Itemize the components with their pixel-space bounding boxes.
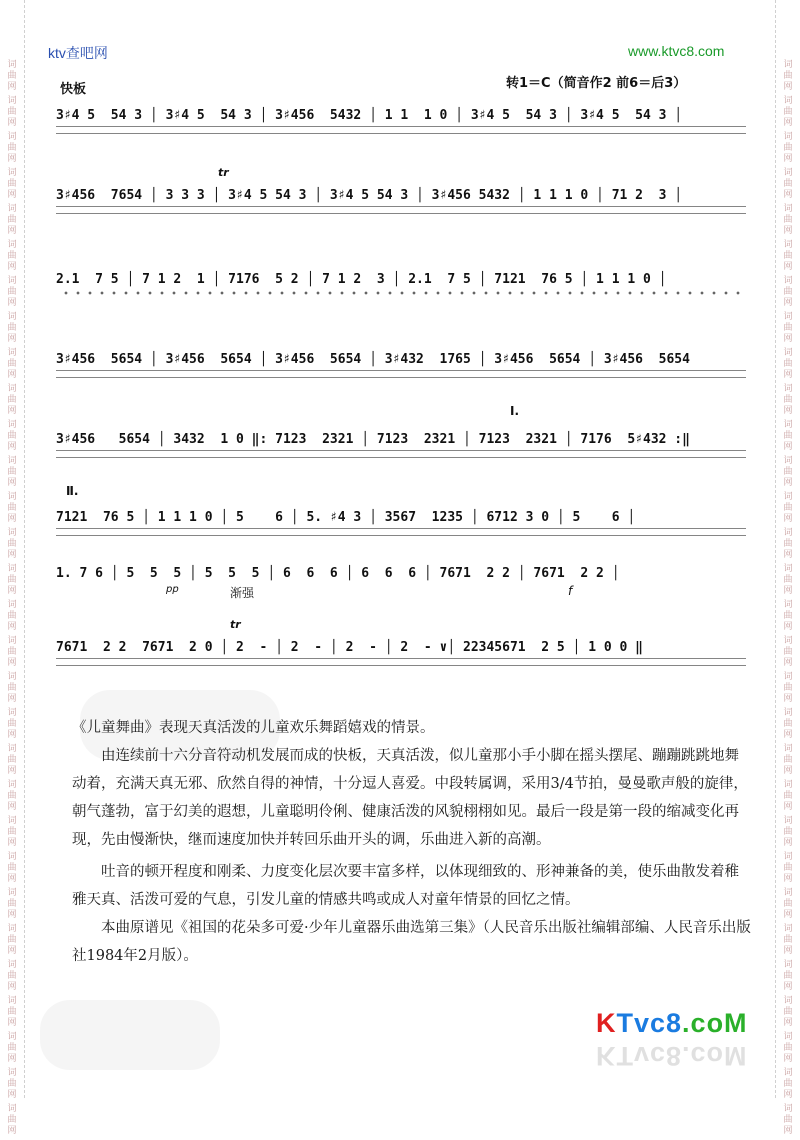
- commentary-paragraph-2: 由连续前十六分音符动机发展而成的快板，天真活泼，似儿童那小手小脚在摇头摆尾、蹦蹦跳跳地舞动着，充满天真无邪、欣然自得的神情，十分逗人喜爱。中段转属调，采用3/4节拍，曼曼歌声般的旋律，朝气蓬勃，富于幻美的遐想，儿童聪明伶俐、健康活泼的风貌栩栩如见。最后一段是第一段的缩减变化再现，先由慢渐快，继而速度加快并转回乐曲开头的调，乐曲进入新的高潮。: [72, 748, 748, 848]
- dynamic-pp: pp: [166, 584, 179, 595]
- score-line-7: 1. 7 6 │ 5 5 5 │ 5 5 5 │ 6 6 6 │ 6 6 6 │ 7671 2 2 │ 7671 2 2 │: [56, 566, 620, 581]
- commentary-paragraph-1: 《儿童舞曲》表现天真活泼的儿童欢乐舞蹈嬉戏的情景。: [72, 720, 435, 736]
- volta-2: Ⅱ.: [66, 484, 79, 498]
- logo-tvc8: Tvc8: [616, 1008, 683, 1038]
- commentary-text: [72, 714, 752, 970]
- logo-com: .coM: [682, 1008, 748, 1038]
- commentary-paragraph-4: 本曲原谱见《祖国的花朵多可爱·少年儿童器乐曲选第三集》（人民音乐出版社编辑部编、人民音乐出版社1984年2月版）。: [72, 920, 751, 964]
- score-line-3: 2.1 7 5 │ 7 1 2 1 │ 7176 5 2 │ 7 1 2 3 │ 2.1 7 5 │ 7121 76 5 │ 1 1 1 0 │: [56, 272, 667, 287]
- score-line-6: 7121 76 5 │ 1 1 1 0 │ 5 6 │ 5. ♯4 3 │ 3567 1235 │ 6712 3 0 │ 5 6 │: [56, 510, 636, 525]
- right-margin-watermark: [775, 0, 800, 1136]
- site-logo[interactable]: [596, 1008, 748, 1039]
- tempo-marking: 快板: [60, 82, 87, 97]
- dynamic-f: f: [568, 584, 573, 598]
- site-name-left[interactable]: ktv查吧网: [48, 45, 108, 61]
- side-mark-left: 词 曲 网 词 曲 网 词 曲 网 词 曲 网 词 曲 网 词 曲 网 词 曲 网 词 曲 网 词 曲 网 词 曲 网 词 曲 网 词 曲 网 词 曲 网 词 曲 网 词 曲 网 词 曲 网 词 曲 网 词 曲 网 词 曲 网 词 曲 网 词 曲 网 词 曲 网 词 曲 网 词 曲 网 词 曲 网 词 曲 网 词 曲 网 词 曲 网 词 曲 网 词 曲 网: [7, 60, 17, 1136]
- left-margin-watermark: [0, 0, 25, 1136]
- crescendo-text: 渐强: [230, 586, 255, 600]
- score-line-1: 3♯4 5 54 3 │ 3♯4 5 54 3 │ 3♯456 5432 │ 1 1 1 0 │ 3♯4 5 54 3 │ 3♯4 5 54 3 │: [56, 108, 683, 123]
- score-line-4: 3♯456 5654 │ 3♯456 5654 │ 3♯456 5654 │ 3♯432 1765 │ 3♯456 5654 │ 3♯456 5654: [56, 352, 690, 367]
- score-line-8: 7671 2 2 7671 2 0 │ 2 - │ 2 - │ 2 - │ 2 - ∨│ 22345671 2 5 │ 1 0 0 ‖: [56, 640, 643, 655]
- score-line-2: 3♯456 7654 │ 3 3 3 │ 3♯4 5 54 3 │ 3♯4 5 54 3 │ 3♯456 5432 │ 1 1 1 0 │ 71 2 3 │: [56, 188, 683, 203]
- logo-k: K: [596, 1008, 617, 1038]
- commentary-paragraph-3: 吐音的顿开程度和刚柔、力度变化层次要丰富多样，以体现细致的、形神兼备的美，使乐曲散发着稚雅天真、活泼可爱的气息，引发儿童的情感共鸣或成人对童年情景的回忆之情。: [72, 864, 739, 908]
- side-mark-right: 词 曲 网 词 曲 网 词 曲 网 词 曲 网 词 曲 网 词 曲 网 词 曲 网 词 曲 网 词 曲 网 词 曲 网 词 曲 网 词 曲 网 词 曲 网 词 曲 网 词 曲 网 词 曲 网 词 曲 网 词 曲 网 词 曲 网 词 曲 网 词 曲 网 词 曲 网 词 曲 网 词 曲 网 词 曲 网 词 曲 网 词 曲 网 词 曲 网 词 曲 网 词 曲 网: [783, 60, 793, 1136]
- logo-reflection: KTvc8.coM: [596, 1041, 748, 1071]
- key-change-marking: 转1＝C（简音作2 前6＝后3）: [506, 76, 687, 91]
- site-url-right[interactable]: www.ktvc8.com: [628, 43, 725, 59]
- trill-mark-1: tr: [218, 166, 229, 179]
- volta-1: Ⅰ.: [510, 404, 520, 418]
- trill-mark-2: tr: [230, 618, 241, 631]
- score-line-5: 3♯456 5654 │ 3432 1 0 ‖: 7123 2321 │ 7123 2321 │ 7123 2321 │ 7176 5♯432 :‖: [56, 432, 690, 447]
